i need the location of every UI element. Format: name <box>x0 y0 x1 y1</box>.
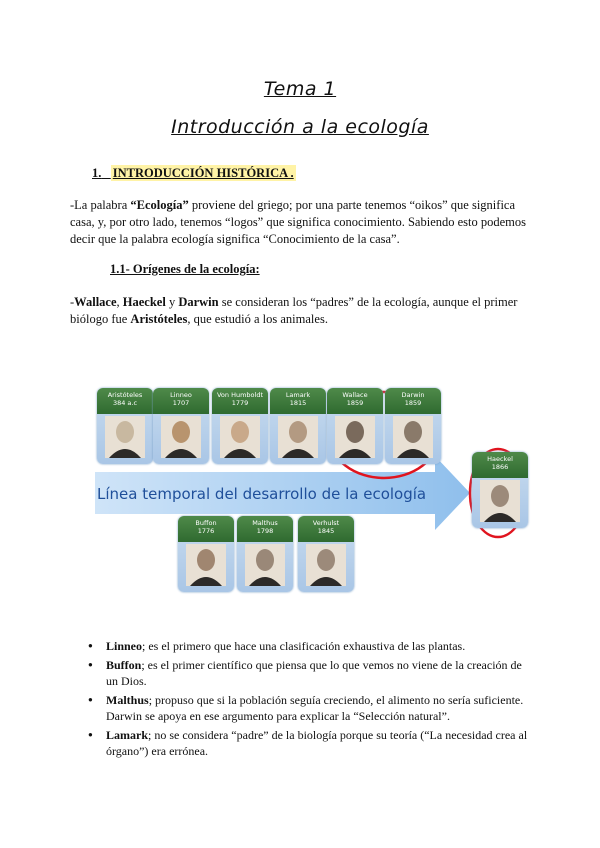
portrait-image <box>105 416 145 458</box>
timeline-card-von-humboldt <box>212 388 268 464</box>
timeline-card-malthus <box>237 516 293 592</box>
card-caption <box>212 388 268 414</box>
card-caption <box>472 452 528 478</box>
card-year: 1707 <box>172 399 190 407</box>
card-name: Linneo <box>170 391 192 399</box>
portrait-image <box>306 544 346 586</box>
card-name: Wallace <box>342 391 368 399</box>
card-year: 1845 <box>317 527 335 535</box>
card-caption <box>153 388 209 414</box>
timeline-card-lamark <box>270 388 326 464</box>
card-year: 384 a.c <box>112 399 138 407</box>
bullet-name: Malthus <box>106 693 149 707</box>
card-year: 1776 <box>197 527 215 535</box>
card-year: 1815 <box>289 399 307 407</box>
bullet-text: ; es el primero que hace una clasificación exhaustiva de las plantas. <box>142 639 466 653</box>
text: se consideran los “padres” de la ecología, aunque el primer biólogo fue <box>70 295 518 326</box>
subsection-heading: 1.1- Orígenes de la ecología: <box>110 262 260 276</box>
bold-term: “Ecología” <box>130 198 189 212</box>
bullet-list <box>92 638 532 762</box>
text: -La palabra <box>70 198 131 212</box>
text: y <box>165 295 179 309</box>
card-caption <box>385 388 441 414</box>
portrait-image <box>278 416 318 458</box>
card-name: Aristóteles <box>107 391 143 399</box>
list-item <box>92 657 532 689</box>
timeline-card-wallace <box>327 388 383 464</box>
card-name: Lamark <box>285 391 311 399</box>
card-year: 1866 <box>491 463 509 471</box>
bold-name: Haeckel <box>122 295 166 309</box>
card-caption <box>298 516 354 542</box>
card-caption <box>270 388 326 414</box>
card-year: 1859 <box>346 399 364 407</box>
card-name: Verhulst <box>312 519 340 527</box>
section-number: 1. <box>92 166 102 180</box>
paragraph-origenes <box>70 294 532 328</box>
list-item <box>92 638 532 654</box>
card-name: Von Humboldt <box>216 391 264 399</box>
bullet-name: Lamark <box>106 728 148 742</box>
card-name: Haeckel <box>487 455 513 463</box>
page-subtitle: Introducción a la ecología <box>171 116 429 138</box>
portrait-image <box>186 544 226 586</box>
text: , que estudió a los animales. <box>187 312 328 326</box>
bold-name: Wallace <box>74 295 117 309</box>
card-year: 1859 <box>404 399 422 407</box>
list-item <box>92 727 532 759</box>
bullet-name: Linneo <box>106 639 143 653</box>
card-year: 1798 <box>256 527 274 535</box>
card-caption <box>97 388 153 414</box>
portrait-image <box>480 480 520 522</box>
portrait-image <box>393 416 433 458</box>
bold-name: Darwin <box>178 295 219 309</box>
card-caption <box>178 516 234 542</box>
bullet-text: ; es el primer científico que piensa que lo que vemos no viene de la creación de un Dios. <box>106 658 522 688</box>
card-year: 1779 <box>231 399 249 407</box>
section-heading <box>92 166 296 181</box>
timeline-label: Línea temporal del desarrollo de la ecología <box>97 485 427 503</box>
card-name: Malthus <box>252 519 278 527</box>
timeline-card-linneo <box>153 388 209 464</box>
card-name: Darwin <box>401 391 425 399</box>
text: , <box>116 295 123 309</box>
timeline-figure <box>0 380 600 600</box>
bullet-name: Buffon <box>106 658 142 672</box>
bullet-text: ; no se considera “padre” de la biología porque su teoría (“La necesidad crea al órgano”) era errónea. <box>106 728 528 758</box>
bullet-text: ; propuso que si la población seguía creciendo, el alimento no sería suficiente. Darwin se apoya en ese argumento para explicar la “Selección natural”. <box>106 693 524 723</box>
timeline-card-haeckel <box>472 452 528 528</box>
paragraph-ecologia <box>70 197 532 248</box>
bold-name: Aristóteles <box>130 312 188 326</box>
text: - <box>70 295 75 309</box>
card-caption <box>237 516 293 542</box>
card-name: Buffon <box>195 519 217 527</box>
portrait-image <box>220 416 260 458</box>
portrait-image <box>161 416 201 458</box>
card-caption <box>327 388 383 414</box>
timeline-card-verhulst <box>298 516 354 592</box>
list-item <box>92 692 532 724</box>
text: proviene del griego; por una parte tenemos “oikos” que significa casa, y, por otro lado, tenemos “logos” que significa conocimiento. Sabiendo esto podemos decir que la palabra ecología significa “Conocimiento de la casa”. <box>70 198 527 246</box>
portrait-image <box>335 416 375 458</box>
timeline-card-aristóteles <box>97 388 153 464</box>
section-title: INTRODUCCIÓN HISTÓRICA . <box>112 166 294 180</box>
portrait-image <box>245 544 285 586</box>
timeline-card-darwin <box>385 388 441 464</box>
page-title: Tema 1 <box>263 78 337 100</box>
timeline-card-buffon <box>178 516 234 592</box>
